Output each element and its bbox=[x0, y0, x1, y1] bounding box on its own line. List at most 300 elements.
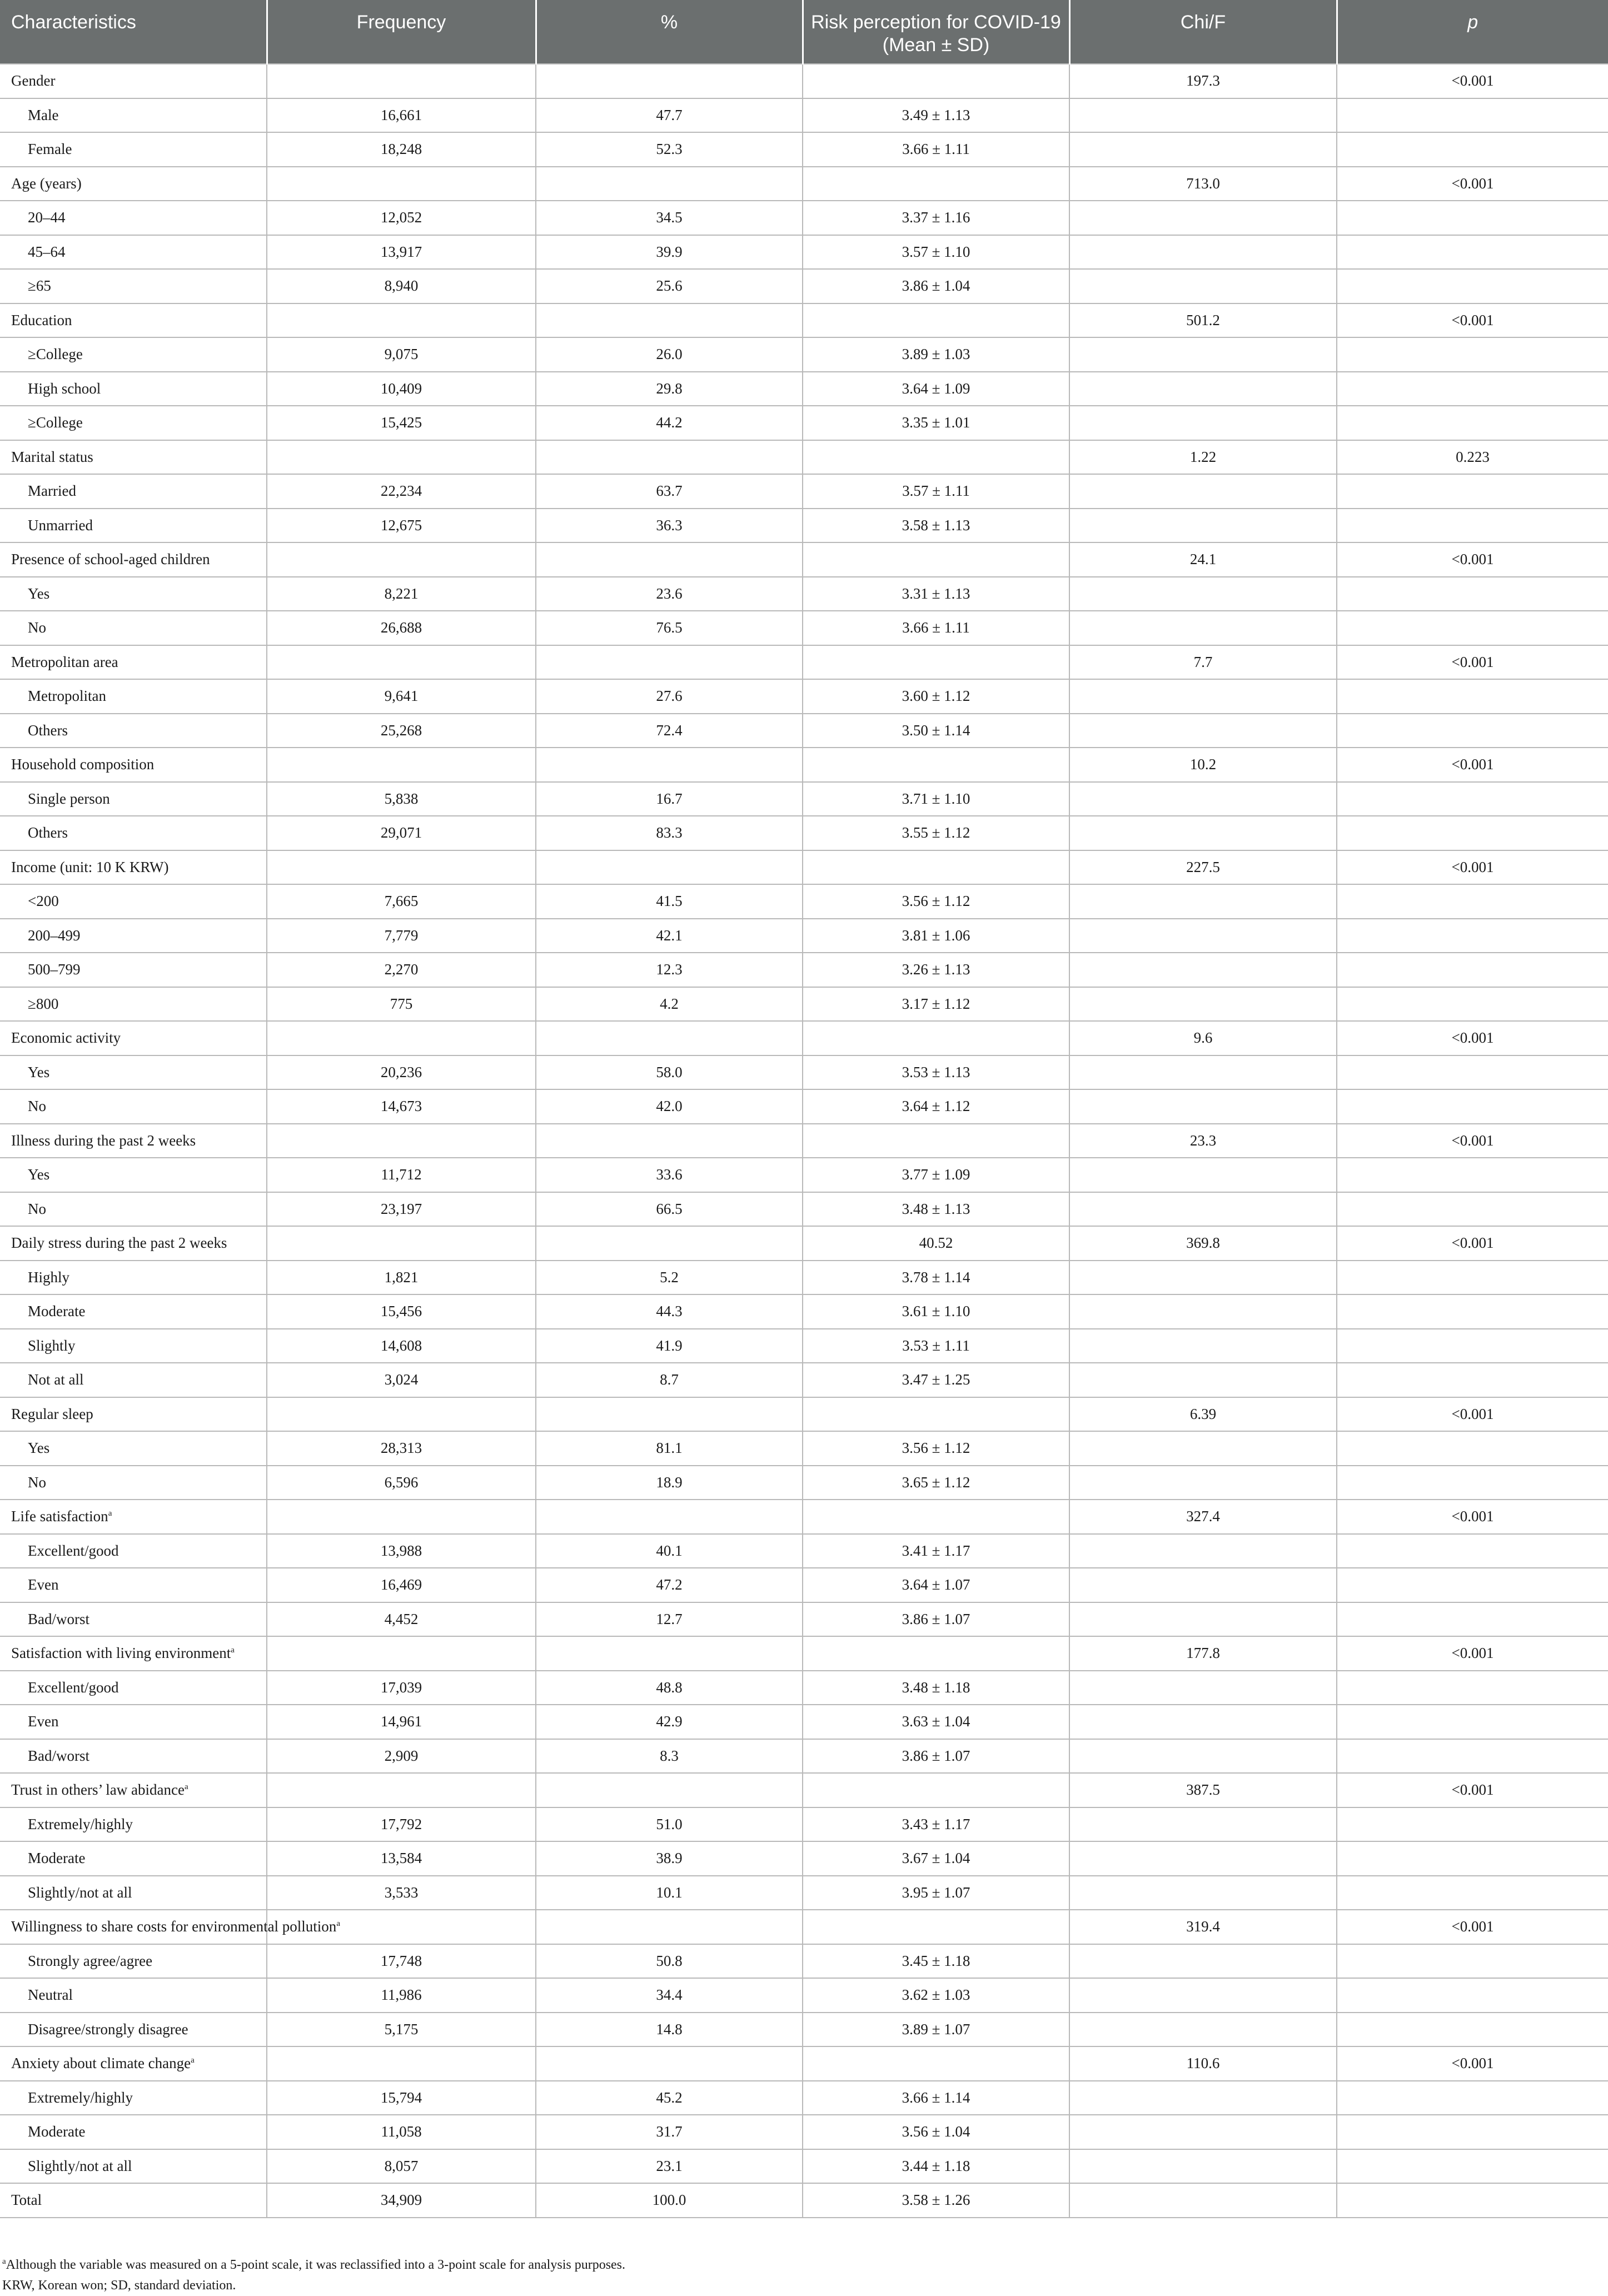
cell-characteristic bbox=[0, 303, 267, 338]
cell-characteristic bbox=[0, 645, 267, 680]
cell-risk-perception: 3.37 ± 1.16 bbox=[803, 201, 1069, 235]
footnote-marker: a bbox=[231, 1646, 235, 1655]
cell-frequency: 14,608 bbox=[267, 1329, 536, 1363]
cell-p-value bbox=[1337, 1739, 1608, 1774]
cell-characteristic bbox=[0, 1636, 267, 1671]
cell-p-value bbox=[1337, 1876, 1608, 1910]
cell-percent: 81.1 bbox=[536, 1431, 803, 1466]
table-group-row bbox=[0, 1021, 1608, 1055]
cell-chi-f bbox=[1069, 1089, 1337, 1124]
cell-chi-f bbox=[1069, 337, 1337, 372]
cell-p-value: <0.001 bbox=[1337, 64, 1608, 98]
table-group-row bbox=[0, 2046, 1608, 2081]
cell-risk-perception: 3.67 ± 1.04 bbox=[803, 1841, 1069, 1876]
row-label: Female bbox=[28, 141, 72, 158]
cell-risk-perception: 3.86 ± 1.04 bbox=[803, 269, 1069, 303]
cell-chi-f bbox=[1069, 1978, 1337, 2013]
table-group-row bbox=[0, 1226, 1608, 1261]
row-label: Illness during the past 2 weeks bbox=[11, 1132, 196, 1149]
cell-p-value bbox=[1337, 1192, 1608, 1227]
cell-characteristic bbox=[0, 1397, 267, 1432]
cell-p-value bbox=[1337, 1089, 1608, 1124]
footnote-marker: a bbox=[184, 1782, 188, 1792]
table-group-row bbox=[0, 645, 1608, 680]
row-label: Income (unit: 10 K KRW) bbox=[11, 858, 169, 875]
cell-frequency bbox=[267, 748, 536, 782]
row-label: Satisfaction with living environment bbox=[11, 1645, 231, 1662]
row-label: Total bbox=[11, 2192, 42, 2209]
header-frequency: Frequency bbox=[267, 0, 536, 64]
cell-risk-perception: 3.60 ± 1.12 bbox=[803, 679, 1069, 714]
cell-p-value bbox=[1337, 782, 1608, 816]
row-label: Household composition bbox=[11, 756, 155, 773]
cell-risk-perception: 3.31 ± 1.13 bbox=[803, 577, 1069, 611]
cell-p-value bbox=[1337, 1841, 1608, 1876]
row-label: Metropolitan area bbox=[11, 653, 118, 670]
cell-characteristic bbox=[0, 2013, 267, 2047]
row-label: Yes bbox=[28, 1166, 50, 1183]
table-row bbox=[0, 577, 1608, 611]
cell-percent: 5.2 bbox=[536, 1261, 803, 1295]
table-row bbox=[0, 269, 1608, 303]
table-row bbox=[0, 2115, 1608, 2149]
cell-characteristic bbox=[0, 372, 267, 406]
cell-risk-perception bbox=[803, 1021, 1069, 1055]
cell-chi-f bbox=[1069, 1876, 1337, 1910]
cell-p-value bbox=[1337, 2115, 1608, 2149]
row-label: Metropolitan bbox=[28, 688, 106, 705]
cell-p-value: 0.223 bbox=[1337, 440, 1608, 475]
table-row bbox=[0, 1158, 1608, 1192]
row-label: Gender bbox=[11, 72, 56, 89]
cell-frequency: 8,057 bbox=[267, 2149, 536, 2184]
cell-characteristic bbox=[0, 1910, 340, 1944]
table-row bbox=[0, 2149, 1608, 2184]
cell-characteristic bbox=[0, 1602, 267, 1637]
cell-characteristic bbox=[0, 1226, 267, 1261]
cell-frequency: 34,909 bbox=[267, 2183, 536, 2218]
cell-percent: 31.7 bbox=[536, 2115, 803, 2149]
cell-frequency: 15,794 bbox=[267, 2081, 536, 2115]
table-group-row bbox=[0, 1500, 1608, 1534]
cell-chi-f bbox=[1069, 919, 1337, 953]
table-group-row bbox=[0, 748, 1608, 782]
cell-risk-perception: 3.48 ± 1.13 bbox=[803, 1192, 1069, 1227]
cell-frequency bbox=[267, 1124, 536, 1158]
cell-p-value: <0.001 bbox=[1337, 645, 1608, 680]
row-label: Presence of school-aged children bbox=[11, 551, 210, 568]
table-group-row bbox=[0, 440, 1608, 475]
cell-p-value bbox=[1337, 1431, 1608, 1466]
cell-characteristic bbox=[0, 679, 267, 714]
cell-characteristic bbox=[0, 64, 267, 98]
table-row bbox=[0, 953, 1608, 987]
cell-frequency: 12,675 bbox=[267, 509, 536, 543]
header-chi-f: Chi/F bbox=[1069, 0, 1337, 64]
cell-frequency: 2,270 bbox=[267, 953, 536, 987]
cell-percent bbox=[536, 645, 803, 680]
cell-p-value: <0.001 bbox=[1337, 748, 1608, 782]
row-label: Bad/worst bbox=[28, 1747, 89, 1764]
cell-p-value bbox=[1337, 1671, 1608, 1705]
cell-percent: 48.8 bbox=[536, 1671, 803, 1705]
cell-percent bbox=[536, 64, 803, 98]
cell-chi-f bbox=[1069, 98, 1337, 133]
table-group-row bbox=[0, 1910, 1608, 1944]
cell-characteristic bbox=[0, 1739, 267, 1774]
cell-characteristic bbox=[0, 201, 267, 235]
row-label: Yes bbox=[28, 585, 50, 602]
cell-percent: 26.0 bbox=[536, 337, 803, 372]
cell-risk-perception: 3.66 ± 1.11 bbox=[803, 132, 1069, 167]
row-label: Regular sleep bbox=[11, 1405, 93, 1422]
footnote-marker: a bbox=[336, 1919, 340, 1929]
cell-p-value bbox=[1337, 987, 1608, 1022]
table-group-row bbox=[0, 542, 1608, 577]
row-label: 200–499 bbox=[28, 927, 81, 944]
cell-risk-perception: 3.56 ± 1.12 bbox=[803, 884, 1069, 919]
cell-p-value bbox=[1337, 1294, 1608, 1329]
cell-risk-perception bbox=[803, 167, 1069, 201]
cell-characteristic bbox=[0, 611, 267, 645]
cell-chi-f bbox=[1069, 2013, 1337, 2047]
cell-frequency: 11,712 bbox=[267, 1158, 536, 1192]
table-row bbox=[0, 679, 1608, 714]
cell-risk-perception: 3.78 ± 1.14 bbox=[803, 1261, 1069, 1295]
cell-chi-f bbox=[1069, 474, 1337, 509]
cell-p-value bbox=[1337, 235, 1608, 270]
table-row bbox=[0, 132, 1608, 167]
cell-p-value bbox=[1337, 577, 1608, 611]
cell-chi-f: 369.8 bbox=[1069, 1226, 1337, 1261]
cell-risk-perception: 3.64 ± 1.12 bbox=[803, 1089, 1069, 1124]
cell-frequency bbox=[267, 1021, 536, 1055]
cell-risk-perception bbox=[803, 850, 1069, 885]
cell-risk-perception: 3.89 ± 1.07 bbox=[803, 2013, 1069, 2047]
cell-chi-f bbox=[1069, 1602, 1337, 1637]
cell-characteristic bbox=[0, 2183, 267, 2218]
cell-p-value bbox=[1337, 611, 1608, 645]
cell-characteristic bbox=[0, 235, 267, 270]
cell-p-value: <0.001 bbox=[1337, 542, 1608, 577]
cell-characteristic bbox=[0, 1705, 267, 1739]
cell-percent: 51.0 bbox=[536, 1807, 803, 1842]
cell-frequency: 12,052 bbox=[267, 201, 536, 235]
cell-percent: 38.9 bbox=[536, 1841, 803, 1876]
cell-percent: 23.6 bbox=[536, 577, 803, 611]
cell-percent: 42.0 bbox=[536, 1089, 803, 1124]
cell-p-value bbox=[1337, 509, 1608, 543]
cell-p-value bbox=[1337, 337, 1608, 372]
row-label: <200 bbox=[28, 893, 59, 910]
table-row bbox=[0, 1534, 1608, 1568]
row-label: Anxiety about climate change bbox=[11, 2055, 191, 2072]
cell-p-value bbox=[1337, 679, 1608, 714]
table-row bbox=[0, 406, 1608, 440]
row-label: Disagree/strongly disagree bbox=[28, 2020, 188, 2038]
cell-risk-perception bbox=[803, 1500, 1069, 1534]
cell-chi-f bbox=[1069, 1466, 1337, 1500]
cell-characteristic bbox=[0, 2149, 267, 2184]
cell-frequency bbox=[267, 440, 536, 475]
cell-percent: 34.4 bbox=[536, 1978, 803, 2013]
cell-p-value: <0.001 bbox=[1337, 2046, 1608, 2081]
cell-frequency: 8,221 bbox=[267, 577, 536, 611]
table-row bbox=[0, 509, 1608, 543]
table-row bbox=[0, 1431, 1608, 1466]
cell-risk-perception: 3.49 ± 1.13 bbox=[803, 98, 1069, 133]
cell-characteristic bbox=[0, 577, 267, 611]
cell-frequency: 17,748 bbox=[267, 1944, 536, 1979]
row-label: Daily stress during the past 2 weeks bbox=[11, 1234, 227, 1252]
cell-frequency: 9,641 bbox=[267, 679, 536, 714]
table-row bbox=[0, 1466, 1608, 1500]
cell-frequency: 16,469 bbox=[267, 1568, 536, 1602]
row-label: Moderate bbox=[28, 1303, 86, 1320]
cell-characteristic bbox=[0, 1978, 267, 2013]
table-row bbox=[0, 1671, 1608, 1705]
table-row bbox=[0, 1329, 1608, 1363]
row-label: Even bbox=[28, 1576, 59, 1593]
cell-risk-perception: 3.58 ± 1.26 bbox=[803, 2183, 1069, 2218]
row-label: 500–799 bbox=[28, 961, 81, 978]
cell-chi-f bbox=[1069, 1294, 1337, 1329]
cell-characteristic bbox=[0, 269, 267, 303]
cell-frequency: 1,821 bbox=[267, 1261, 536, 1295]
cell-frequency: 4,452 bbox=[267, 1602, 536, 1637]
cell-percent: 40.1 bbox=[536, 1534, 803, 1568]
cell-chi-f bbox=[1069, 509, 1337, 543]
cell-chi-f: 10.2 bbox=[1069, 748, 1337, 782]
cell-p-value bbox=[1337, 201, 1608, 235]
cell-chi-f bbox=[1069, 2183, 1337, 2218]
cell-characteristic bbox=[0, 1261, 267, 1295]
cell-p-value: <0.001 bbox=[1337, 1226, 1608, 1261]
cell-chi-f bbox=[1069, 201, 1337, 235]
footnote-abbreviations: KRW, Korean won; SD, standard deviation. bbox=[2, 2278, 236, 2293]
cell-risk-perception: 3.48 ± 1.18 bbox=[803, 1671, 1069, 1705]
table-row bbox=[0, 1841, 1608, 1876]
cell-p-value bbox=[1337, 2081, 1608, 2115]
cell-risk-perception: 3.64 ± 1.07 bbox=[803, 1568, 1069, 1602]
cell-frequency: 15,425 bbox=[267, 406, 536, 440]
cell-frequency: 11,986 bbox=[267, 1978, 536, 2013]
cell-characteristic bbox=[0, 1466, 267, 1500]
header-p-value: p bbox=[1337, 0, 1608, 64]
cell-frequency bbox=[267, 64, 536, 98]
cell-characteristic bbox=[0, 816, 267, 850]
cell-characteristic bbox=[0, 2046, 267, 2081]
cell-chi-f: 197.3 bbox=[1069, 64, 1337, 98]
cell-characteristic bbox=[0, 1944, 267, 1979]
cell-risk-perception: 3.50 ± 1.14 bbox=[803, 714, 1069, 748]
cell-risk-perception bbox=[803, 440, 1069, 475]
cell-p-value bbox=[1337, 714, 1608, 748]
cell-risk-perception: 3.66 ± 1.11 bbox=[803, 611, 1069, 645]
cell-risk-perception: 3.64 ± 1.09 bbox=[803, 372, 1069, 406]
row-label: Extremely/highly bbox=[28, 2089, 133, 2106]
cell-chi-f: 501.2 bbox=[1069, 303, 1337, 338]
cell-percent: 66.5 bbox=[536, 1192, 803, 1227]
cell-characteristic bbox=[0, 474, 267, 509]
cell-frequency: 5,175 bbox=[267, 2013, 536, 2047]
cell-characteristic bbox=[0, 1876, 267, 1910]
row-label: Trust in others’ law abidance bbox=[11, 1781, 185, 1799]
cell-characteristic bbox=[0, 1500, 267, 1534]
cell-p-value: <0.001 bbox=[1337, 1910, 1608, 1944]
cell-risk-perception: 3.63 ± 1.04 bbox=[803, 1705, 1069, 1739]
table-body bbox=[0, 64, 1608, 2218]
cell-characteristic bbox=[0, 440, 267, 475]
table-group-row bbox=[0, 850, 1608, 885]
row-label: 20–44 bbox=[28, 209, 66, 226]
cell-p-value bbox=[1337, 1466, 1608, 1500]
cell-chi-f bbox=[1069, 1807, 1337, 1842]
cell-chi-f bbox=[1069, 679, 1337, 714]
table-row bbox=[0, 919, 1608, 953]
cell-chi-f bbox=[1069, 1261, 1337, 1295]
cell-frequency bbox=[267, 303, 536, 338]
cell-characteristic bbox=[0, 953, 267, 987]
header-risk-perception: Risk perception for COVID-19 (Mean ± SD) bbox=[803, 0, 1069, 64]
cell-percent bbox=[536, 1226, 803, 1261]
row-label: Age (years) bbox=[11, 175, 82, 192]
cell-frequency: 23,197 bbox=[267, 1192, 536, 1227]
cell-frequency: 775 bbox=[267, 987, 536, 1022]
row-label: Neutral bbox=[28, 1986, 73, 2004]
cell-chi-f bbox=[1069, 1055, 1337, 1090]
cell-p-value bbox=[1337, 1329, 1608, 1363]
cell-p-value: <0.001 bbox=[1337, 1021, 1608, 1055]
cell-chi-f: 713.0 bbox=[1069, 167, 1337, 201]
table-row bbox=[0, 1192, 1608, 1227]
cell-percent: 33.6 bbox=[536, 1158, 803, 1192]
cell-frequency: 17,792 bbox=[267, 1807, 536, 1842]
cell-frequency: 7,779 bbox=[267, 919, 536, 953]
cell-risk-perception: 3.53 ± 1.11 bbox=[803, 1329, 1069, 1363]
footnote-marker: a bbox=[191, 2056, 195, 2065]
cell-characteristic bbox=[0, 2081, 267, 2115]
cell-risk-perception: 3.86 ± 1.07 bbox=[803, 1602, 1069, 1637]
row-label: Not at all bbox=[28, 1371, 84, 1388]
cell-p-value bbox=[1337, 1978, 1608, 2013]
row-label: ≥800 bbox=[28, 995, 59, 1012]
table-row bbox=[0, 884, 1608, 919]
row-label: Strongly agree/agree bbox=[28, 1952, 153, 1969]
row-label: No bbox=[28, 1200, 46, 1217]
cell-chi-f bbox=[1069, 1534, 1337, 1568]
cell-percent: 42.9 bbox=[536, 1705, 803, 1739]
table-row bbox=[0, 1807, 1608, 1842]
cell-p-value bbox=[1337, 1158, 1608, 1192]
cell-frequency: 13,584 bbox=[267, 1841, 536, 1876]
cell-p-value: <0.001 bbox=[1337, 850, 1608, 885]
cell-percent: 39.9 bbox=[536, 235, 803, 270]
cell-percent: 72.4 bbox=[536, 714, 803, 748]
row-label: Highly bbox=[28, 1268, 70, 1286]
cell-risk-perception: 3.57 ± 1.10 bbox=[803, 235, 1069, 270]
cell-characteristic bbox=[0, 1089, 267, 1124]
cell-frequency: 20,236 bbox=[267, 1055, 536, 1090]
cell-chi-f bbox=[1069, 269, 1337, 303]
row-label: Male bbox=[28, 106, 59, 123]
table-row bbox=[0, 1978, 1608, 2013]
cell-percent: 47.2 bbox=[536, 1568, 803, 1602]
table-footnotes bbox=[0, 2255, 1608, 2296]
cell-p-value: <0.001 bbox=[1337, 1636, 1608, 1671]
cell-p-value bbox=[1337, 406, 1608, 440]
cell-risk-perception: 40.52 bbox=[803, 1226, 1069, 1261]
cell-percent: 41.5 bbox=[536, 884, 803, 919]
cell-percent bbox=[536, 1910, 803, 1944]
table-group-row bbox=[0, 1124, 1608, 1158]
table-row bbox=[0, 235, 1608, 270]
cell-risk-perception: 3.41 ± 1.17 bbox=[803, 1534, 1069, 1568]
cell-p-value: <0.001 bbox=[1337, 1124, 1608, 1158]
cell-p-value: <0.001 bbox=[1337, 167, 1608, 201]
cell-percent bbox=[536, 1500, 803, 1534]
cell-risk-perception: 3.62 ± 1.03 bbox=[803, 1978, 1069, 2013]
row-label: Education bbox=[11, 311, 72, 328]
row-label: Bad/worst bbox=[28, 1610, 89, 1627]
cell-risk-perception bbox=[803, 645, 1069, 680]
table-row bbox=[0, 2081, 1608, 2115]
cell-characteristic bbox=[0, 987, 267, 1022]
cell-frequency: 3,533 bbox=[267, 1876, 536, 1910]
row-label: Extremely/highly bbox=[28, 1815, 133, 1832]
row-label: Moderate bbox=[28, 2123, 86, 2140]
cell-p-value bbox=[1337, 1705, 1608, 1739]
cell-percent: 4.2 bbox=[536, 987, 803, 1022]
cell-chi-f: 6.39 bbox=[1069, 1397, 1337, 1432]
cell-frequency bbox=[267, 1636, 536, 1671]
footnote-a bbox=[0, 2255, 1608, 2275]
cell-chi-f bbox=[1069, 611, 1337, 645]
cell-percent: 18.9 bbox=[536, 1466, 803, 1500]
cell-percent: 44.2 bbox=[536, 406, 803, 440]
cell-chi-f: 227.5 bbox=[1069, 850, 1337, 885]
cell-risk-perception: 3.45 ± 1.18 bbox=[803, 1944, 1069, 1979]
cell-percent: 10.1 bbox=[536, 1876, 803, 1910]
cell-chi-f: 319.4 bbox=[1069, 1910, 1337, 1944]
cell-percent: 27.6 bbox=[536, 679, 803, 714]
cell-frequency bbox=[267, 2046, 536, 2081]
cell-chi-f: 387.5 bbox=[1069, 1773, 1337, 1807]
cell-risk-perception: 3.43 ± 1.17 bbox=[803, 1807, 1069, 1842]
cell-characteristic bbox=[0, 1773, 267, 1807]
cell-characteristic bbox=[0, 1363, 267, 1397]
cell-percent: 44.3 bbox=[536, 1294, 803, 1329]
cell-p-value bbox=[1337, 1807, 1608, 1842]
cell-chi-f: 177.8 bbox=[1069, 1636, 1337, 1671]
cell-chi-f: 110.6 bbox=[1069, 2046, 1337, 2081]
cell-characteristic bbox=[0, 748, 267, 782]
cell-risk-perception: 3.44 ± 1.18 bbox=[803, 2149, 1069, 2184]
row-label: ≥65 bbox=[28, 277, 51, 295]
cell-characteristic bbox=[0, 132, 267, 167]
table-group-row bbox=[0, 303, 1608, 338]
table-group-row bbox=[0, 1397, 1608, 1432]
cell-chi-f bbox=[1069, 884, 1337, 919]
cell-risk-perception bbox=[803, 1910, 1069, 1944]
cell-percent: 42.1 bbox=[536, 919, 803, 953]
cell-percent bbox=[536, 1021, 803, 1055]
cell-frequency: 25,268 bbox=[267, 714, 536, 748]
row-label: High school bbox=[28, 380, 101, 397]
cell-frequency: 15,456 bbox=[267, 1294, 536, 1329]
cell-characteristic bbox=[0, 1431, 267, 1466]
cell-chi-f bbox=[1069, 2081, 1337, 2115]
